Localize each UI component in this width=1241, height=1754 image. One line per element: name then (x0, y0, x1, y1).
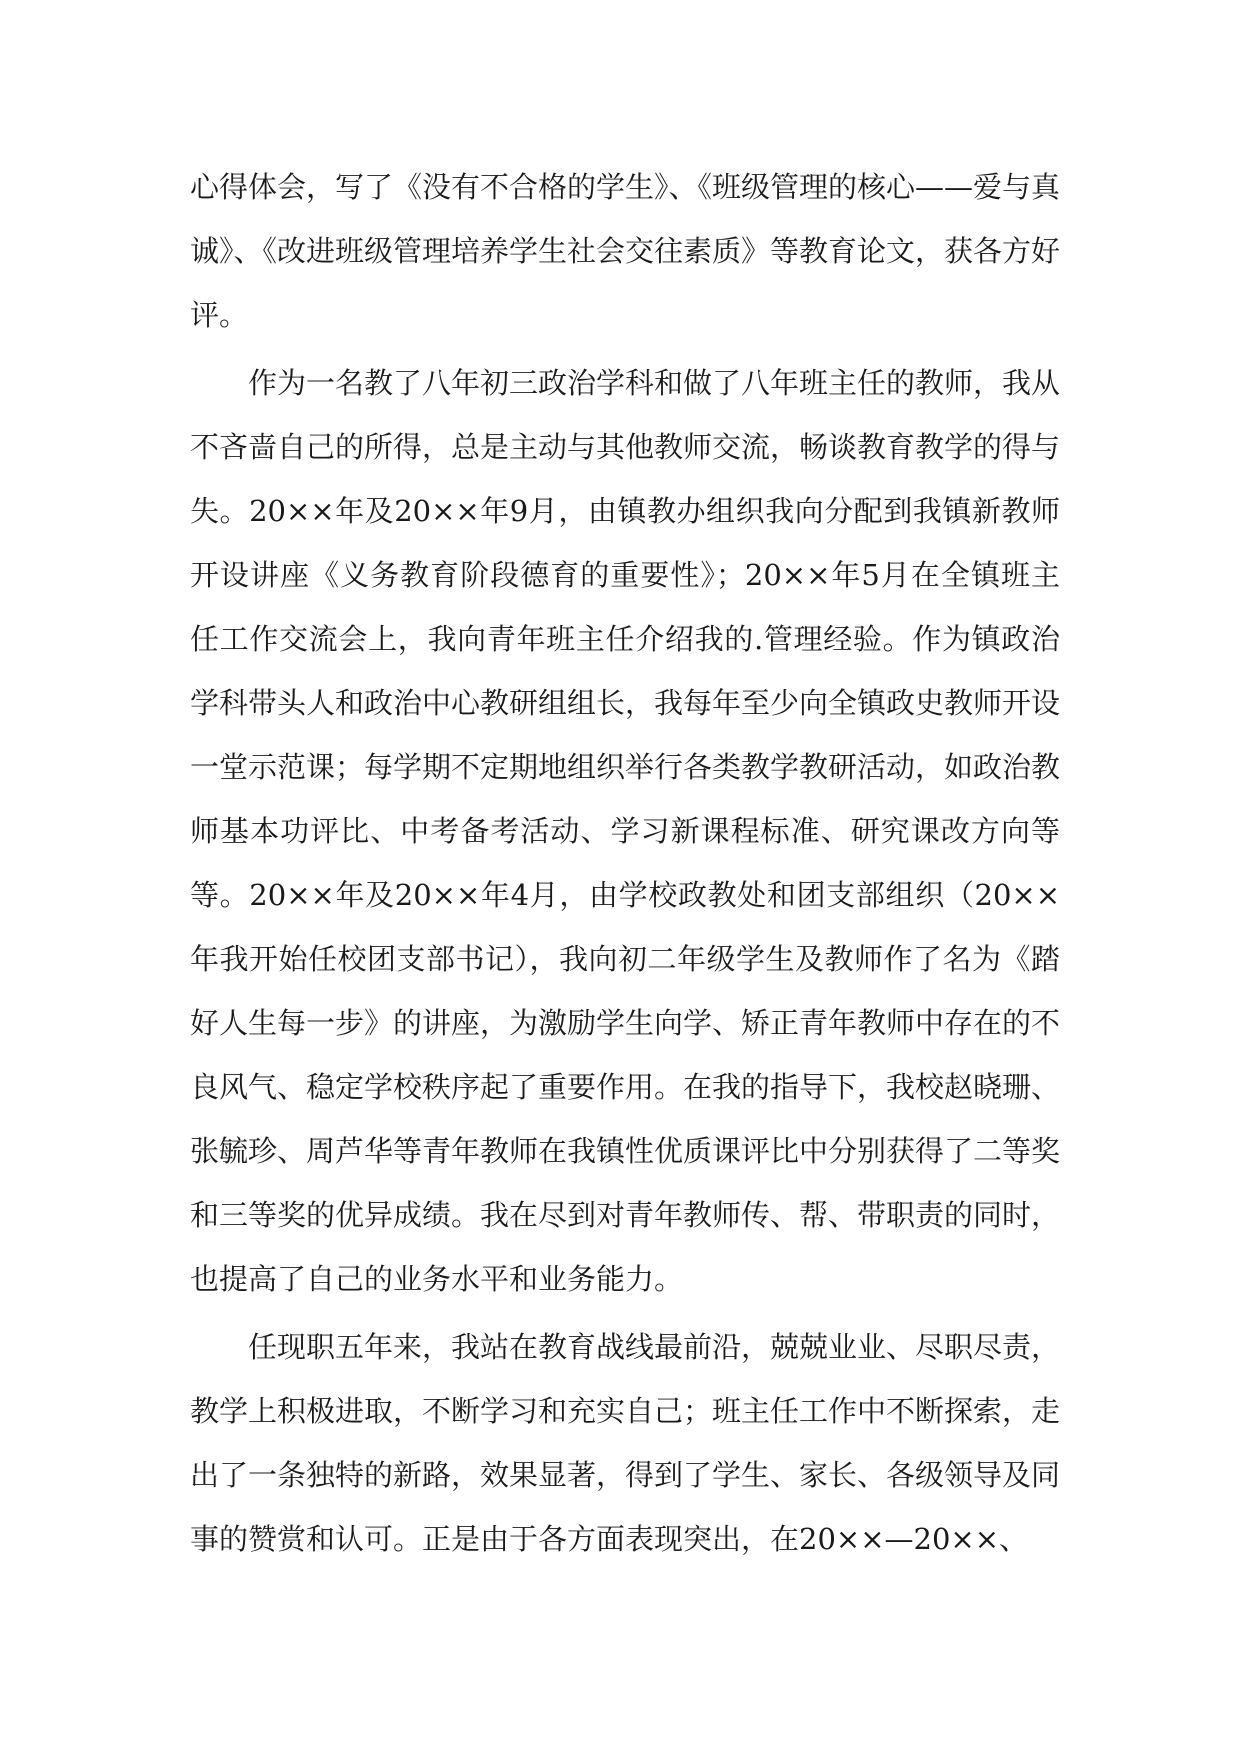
document-body (190, 155, 1060, 1575)
paragraph-teaching-exchange: 作为一名教了八年初三政治学科和做了八年班主任的教师，我从不吝啬自己的所得，总是主动与其他教师交流，畅谈教育教学的得与失。20××年及20××年9月，由镇教办组织我向分配到我镇新教师开设讲座《义务教育阶段德育的重要性》；20××年5月在全镇班主任工作交流会上，我向青年班主任介绍我的.管理经验。作为镇政治学科带头人和政治中心教研组组长，我每年至少向全镇政史教师开设一堂示范课；每学期不定期地组织举行各类教学教研活动，如政治教师基本功评比、中考备考活动、学习新课程标准、研究课改方向等等。20××年及20××年4月，由学校政教处和团支部组织（20××年我开始任校团支部书记），我向初二年级学生及教师作了名为《踏好人生每一步》的讲座，为激励学生向学、矫正青年教师中存在的不良风气、稳定学校秩序起了重要作用。在我的指导下，我校赵晓珊、张毓珍、周芦华等青年教师在我镇性优质课评比中分别获得了二等奖和三等奖的优异成绩。我在尽到对青年教师传、帮、带职责的同时，也提高了自己的业务水平和业务能力。 (190, 366, 1061, 1296)
paragraph-five-years: 任现职五年来，我站在教育战线最前沿，兢兢业业、尽职尽责，教学上积极进取，不断学习和充实自己；班主任工作中不断探索，走出了一条独特的新路，效果显著，得到了学生、家长、各级领导及同事的赞赏和认可。正是由于各方面表现突出，在20××—20××、 (190, 1330, 1061, 1556)
paragraph-continuation: 心得体会，写了《没有不合格的学生》、《班级管理的核心——爱与真诚》、《改进班级管理培养学生社会交往素质》等教育论文，获各方好评。 (190, 170, 1061, 332)
